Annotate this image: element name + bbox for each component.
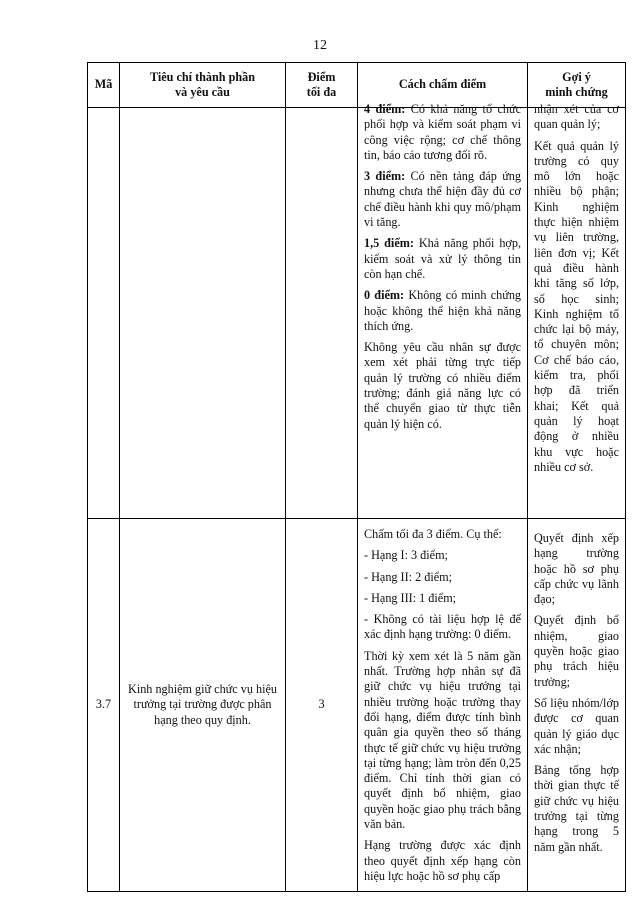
header-criteria — [120, 63, 286, 108]
score-level-0: 0 điểm: Không có minh chứng hoặc không thể hiện khả năng thích ứng. — [364, 288, 522, 333]
cell-ma-empty — [88, 108, 120, 519]
cell-max-points: 3 — [286, 519, 358, 892]
table-row-3-7 — [88, 519, 626, 892]
score-note: Không yêu cầu nhân sự được xem xét phải từng trực tiếp quản lý trường có nhiều điểm trường; đánh giá năng lực có thể chuyển giao từ thực tiễn quản lý hiện có. — [364, 340, 521, 431]
header-criteria-line1: Tiêu chí thành phần — [149, 69, 256, 84]
score-level-3: 3 điểm: Có nền tảng đáp ứng nhưng chưa thể hiện đầy đủ cơ chế điều hành khi quy mô/phạm vi tăng. — [364, 169, 521, 230]
scoring-line: - Hạng III: 1 điểm; — [364, 590, 457, 605]
evidence-item: nhận xét của cơ quan quản lý; — [534, 102, 619, 132]
scoring-line: Hạng trường được xác định theo quyết định xếp hạng còn hiệu lực hoặc hồ sơ phụ cấp — [364, 838, 521, 883]
criteria-table — [87, 62, 626, 892]
header-criteria-line2: và yêu cầu — [175, 85, 230, 99]
evidence-item: Quyết định bổ nhiệm, giao quyền hoặc giao phụ trách hiệu trưởng; — [534, 613, 619, 689]
cell-criteria: Kinh nghiệm giữ chức vụ hiệu trưởng tại trường được phân hạng theo quy định. — [120, 519, 286, 892]
header-max-points — [286, 63, 358, 108]
scoring-line: - Không có tài liệu hợp lệ để xác định hạng trường: 0 điểm. — [364, 612, 521, 642]
score-level-4: 4 điểm: Có khả năng tổ chức phối hợp và kiểm soát phạm vi công việc rộng; cơ chế thông tin, báo cáo tương đối rõ. — [364, 102, 521, 162]
table-header-row — [88, 63, 626, 108]
evidence-item: Kết quả quản lý trường có quy mô lớn hoặc nhiều bộ phận; Kinh nghiệm thực hiện nhiệm vụ liên trường, liên đơn vị; Kết quả điều hành khi tăng số lớp, số học sinh; Kinh nghiệm tổ chức lại bộ máy, tổ chuyên môn; Cơ chế báo cáo, kiểm tra, phối hợp đã triển khai; Kết quả quản lý hoạt động ở nhiều khu vực hoặc nhiều cơ sở. — [534, 138, 619, 474]
scoring-line: Thời kỳ xem xét là 5 năm gần nhất. Trường hợp nhân sự đã giữ chức vụ hiệu trưởng tại nhiều trường hoặc trường thay đổi hạng, điểm được tính bình quân gia quyền theo số tháng thực tế giữ chức vụ hiệu trưởng tại từng hạng; làm tròn đến 0,25 điểm. Chỉ tính thời gian có quyết định bổ nhiệm, giao quyền hoặc giao phụ trách bằng văn bản. — [364, 648, 521, 832]
cell-evidence-continued — [528, 102, 626, 519]
header-max-line2: tối đa — [306, 85, 337, 99]
header-max-line1: Điểm — [307, 69, 336, 84]
scoring-line: - Hạng I: 3 điểm; — [364, 548, 448, 563]
cell-scoring-continued — [358, 102, 528, 519]
header-scoring: Cách chấm điểm — [358, 63, 528, 108]
header-evidence-line2: minh chứng — [545, 85, 608, 99]
evidence-item: Quyết định xếp hạng trường hoặc hồ sơ phụ cấp chức vụ lãnh đạo; — [534, 531, 619, 607]
evidence-item: Số liệu nhóm/lớp được cơ quan quản lý giáo dục xác nhận; — [534, 695, 619, 756]
header-ma: Mã — [88, 63, 120, 108]
header-evidence — [528, 63, 626, 108]
cell-ma: 3.7 — [88, 519, 120, 892]
scoring-line: Chấm tối đa 3 điểm. Cụ thể: — [364, 527, 502, 541]
score-level-1-5: 1,5 điểm: Khả năng phối hợp, kiểm soát và xử lý thông tin còn hạn chế. — [364, 236, 521, 281]
table-row-continued — [88, 108, 626, 519]
cell-scoring — [358, 519, 528, 892]
cell-max-empty — [286, 108, 358, 519]
evidence-item: Bảng tổng hợp thời gian thực tế giữ chức vụ hiệu trưởng tại từng hạng trong 5 năm gần nhất. — [534, 763, 619, 854]
cell-criteria-empty — [120, 108, 286, 519]
page-number: 12 — [313, 38, 327, 53]
header-evidence-line1: Gợi ý — [562, 69, 591, 84]
cell-evidence — [528, 519, 626, 892]
scoring-line: - Hạng II: 2 điểm; — [364, 569, 452, 584]
